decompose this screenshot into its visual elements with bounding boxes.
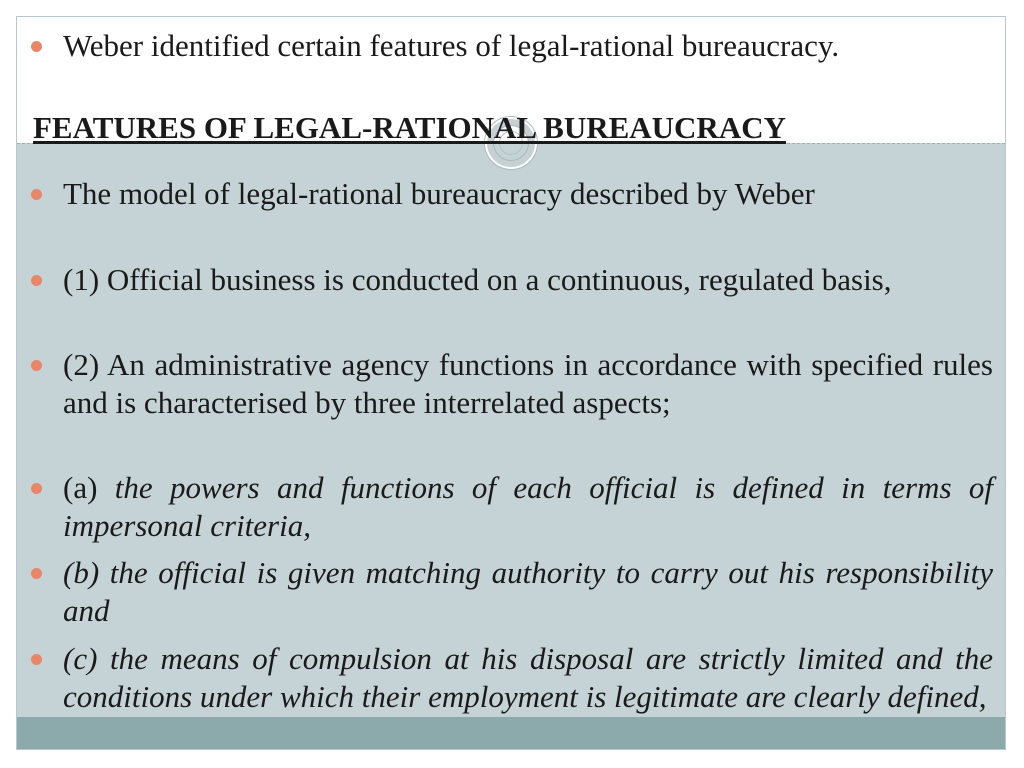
bullet-dot-icon <box>31 275 42 286</box>
bullet-text: (1) Official business is conducted on a continuous, regulated basis, <box>63 262 892 297</box>
intro-text: Weber identified certain features of legal-rational bureaucracy. <box>63 28 840 63</box>
bullet-italic-text: (c) the means of compulsion at his disposal are strictly limited and the conditions under which their employment is legitimate are clearly defined, <box>63 641 993 714</box>
bullet-dot-icon <box>31 483 42 494</box>
slide <box>16 16 1006 750</box>
bullet-text: (2) An administrative agency functions in accordance with specified rules and is characterised by three interrelated aspects; <box>63 347 993 420</box>
bullet-item-b <box>63 554 993 630</box>
bullet-dot-icon <box>31 360 42 371</box>
bullet-dot-icon <box>31 189 42 200</box>
bullet-item-a <box>63 469 993 545</box>
slide-content <box>17 17 1005 749</box>
bullet-text: (a) <box>63 470 115 505</box>
bullet-item-2 <box>63 346 993 422</box>
bullet-italic-text: (b) the official is given matching authority to carry out his responsibility and <box>63 555 993 628</box>
section-heading: FEATURES OF LEGAL-RATIONAL BUREAUCRACY <box>33 110 786 145</box>
bullet-text: The model of legal-rational bureaucracy described by Weber <box>63 176 815 211</box>
bullet-item-1 <box>63 261 993 299</box>
bullet-item-c <box>63 640 993 716</box>
bullet-dot-icon <box>31 654 42 665</box>
bullet-italic-text: the powers and functions of each official is defined in terms of impersonal criteria, <box>63 470 993 543</box>
bullet-dot-icon <box>31 568 42 579</box>
bullet-intro <box>63 27 993 65</box>
bullet-dot-icon <box>31 41 42 52</box>
bullet-item-model <box>63 175 993 213</box>
